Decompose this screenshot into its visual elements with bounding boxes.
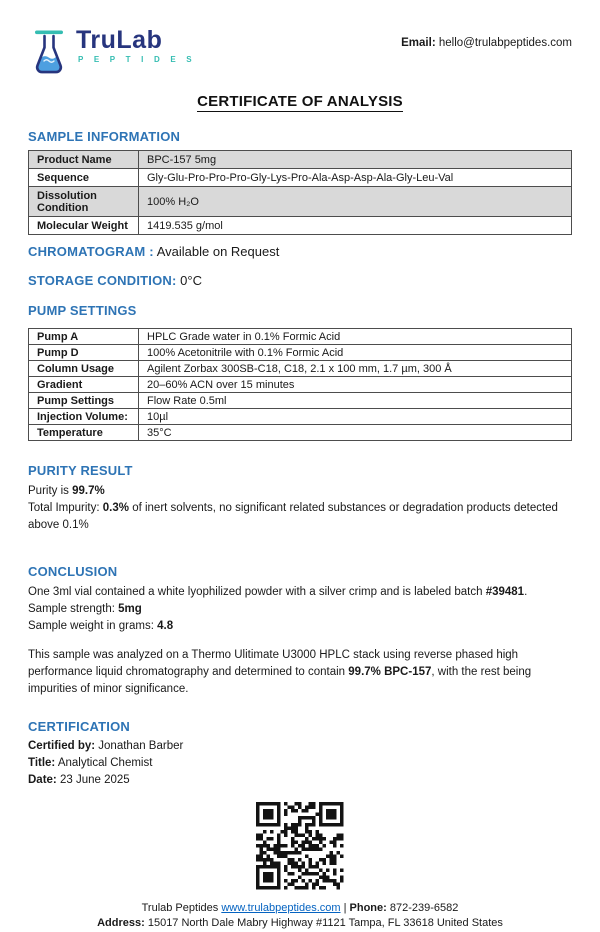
logo-name: TruLab: [76, 26, 163, 54]
purity-result-heading: PURITY RESULT: [28, 463, 133, 478]
certified-by-line: Certified by: Jonathan Barber: [28, 740, 184, 752]
row-value: 10µl: [139, 409, 572, 425]
email-value: hello@trulabpeptides.com: [438, 37, 572, 49]
conclusion-batch-line: One 3ml vial contained a white lyophilized powder with a silver crimp and is labeled batch #39481.: [28, 586, 528, 598]
storage-condition-line: [28, 273, 572, 288]
storage-condition-heading: STORAGE CONDITION:: [28, 273, 177, 288]
row-label: Temperature: [29, 425, 139, 441]
footer-address-line: [28, 916, 572, 932]
row-value: 1419.535 g/mol: [139, 217, 572, 235]
table-row: [29, 393, 572, 409]
flask-icon: [28, 28, 70, 81]
contact-email: [401, 37, 572, 49]
footer-separator: |: [343, 901, 347, 914]
row-value: 100% Acetonitrile with 0.1% Formic Acid: [139, 345, 572, 361]
chromatogram-line: [28, 244, 572, 259]
pump-settings-heading: PUMP SETTINGS: [28, 303, 137, 318]
row-label: Product Name: [29, 151, 139, 169]
table-row: [29, 425, 572, 441]
phone-label: Phone:: [349, 901, 387, 914]
sample-information-table: [28, 150, 572, 235]
row-label: Pump Settings: [29, 393, 139, 409]
trulab-logo: [28, 28, 196, 81]
row-label: Pump A: [29, 329, 139, 345]
row-label: Gradient: [29, 377, 139, 393]
logo-subtitle: P E P T I D E S: [78, 55, 196, 64]
certifier-title-line: Title: Analytical Chemist: [28, 757, 153, 769]
row-value: 35°C: [139, 425, 572, 441]
table-row: [29, 377, 572, 393]
chromatogram-heading: CHROMATOGRAM :: [28, 244, 154, 259]
document-title: CERTIFICATE OF ANALYSIS: [197, 93, 403, 110]
table-row: [29, 345, 572, 361]
pump-settings-table: [28, 328, 572, 441]
row-label: Dissolution Condition: [29, 187, 139, 217]
purity-line: Purity is 99.7%: [28, 485, 105, 497]
storage-condition-value: 0°C: [180, 273, 202, 288]
footer-company: Trulab Peptides: [141, 901, 219, 914]
address-value: 15017 North Dale Mabry Highway #1121 Tampa, FL 33618 United States: [144, 917, 503, 929]
row-label: Column Usage: [29, 361, 139, 377]
sample-strength-line: Sample strength: 5mg: [28, 603, 142, 615]
table-row: [29, 409, 572, 425]
table-row: [29, 329, 572, 345]
certification-date-line: Date: 23 June 2025: [28, 774, 130, 786]
certification-heading: CERTIFICATION: [28, 719, 131, 734]
row-value: Flow Rate 0.5ml: [139, 393, 572, 409]
table-row: [29, 169, 572, 187]
row-label: Injection Volume:: [29, 409, 139, 425]
row-label: Sequence: [29, 169, 139, 187]
website-link[interactable]: www.trulabpeptides.com: [221, 901, 341, 914]
email-label: Email:: [401, 37, 436, 49]
row-value: 20–60% ACN over 15 minutes: [139, 377, 572, 393]
page-footer: [28, 901, 572, 932]
table-row: [29, 187, 572, 217]
page-header: [28, 28, 572, 81]
phone-value: 872-239-6582: [386, 901, 459, 914]
row-value: Gly-Glu-Pro-Pro-Pro-Gly-Lys-Pro-Ala-Asp-Asp-Ala-Gly-Leu-Val: [139, 169, 572, 187]
table-row: [29, 151, 572, 169]
conclusion-heading: CONCLUSION: [28, 564, 118, 579]
row-value: Agilent Zorbax 300SB-C18, C18, 2.1 x 100 mm, 1.7 µm, 300 Å: [139, 361, 572, 377]
row-label: Pump D: [29, 345, 139, 361]
sample-weight-line: Sample weight in grams: 4.8: [28, 620, 174, 632]
table-row: [29, 217, 572, 235]
row-label: Molecular Weight: [29, 217, 139, 235]
sample-information-heading: SAMPLE INFORMATION: [28, 129, 181, 144]
conclusion-paragraph: This sample was analyzed on a Thermo Ulitimate U3000 HPLC stack using reverse phased high performance liquid chromatography and determined to contain 99.7% BPC-157, with the rest being impurities of minor significance.: [28, 649, 532, 695]
address-label: Address:: [97, 917, 145, 929]
row-value: 100% H₂O: [139, 187, 572, 217]
qr-code: [256, 802, 344, 890]
table-row: [29, 361, 572, 377]
logo-text: [76, 28, 196, 64]
footer-contact-line: [28, 901, 572, 917]
row-value: BPC-157 5mg: [139, 151, 572, 169]
row-value: HPLC Grade water in 0.1% Formic Acid: [139, 329, 572, 345]
impurity-line: Total Impurity: 0.3% of inert solvents, no significant related substances or degradation products detected above 0.1%: [28, 502, 558, 531]
chromatogram-value: Available on Request: [156, 244, 280, 259]
